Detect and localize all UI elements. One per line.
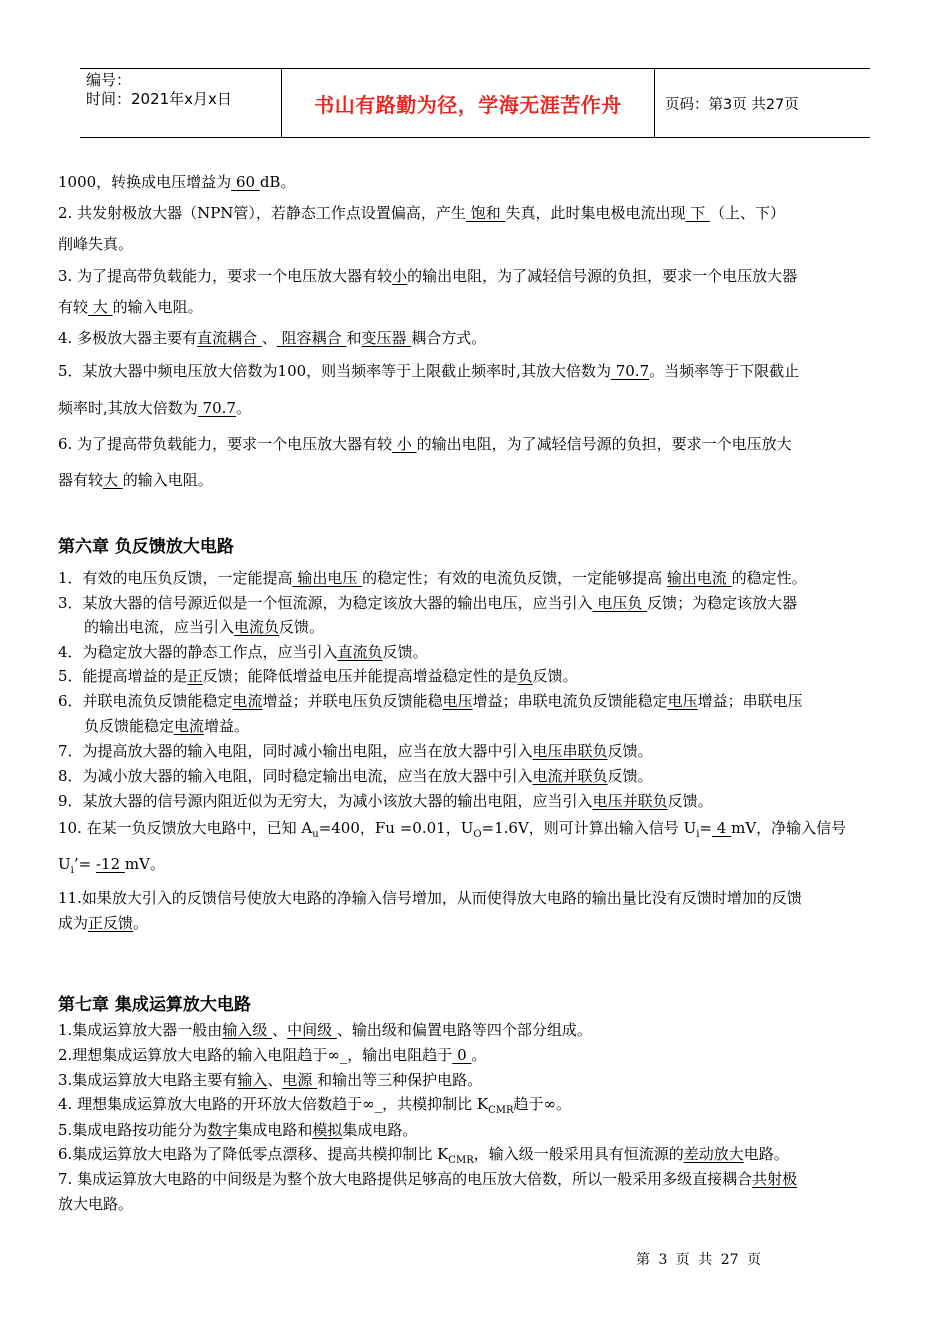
answer: 小: [392, 267, 408, 285]
answer: 输入级: [222, 1021, 273, 1039]
answer: 直流负: [337, 643, 383, 661]
answer: 大: [103, 471, 123, 489]
answer: 电压负: [592, 594, 648, 612]
intro-line-5: 5．某放大器中频电压放大倍数为100，则当频率等于上限截止频率时,其放大倍数为 70.7。当频率等于下限截止: [58, 362, 800, 380]
answer: 0: [452, 1046, 472, 1064]
answer: 60: [231, 173, 260, 191]
ch6-line-3b: 的输出电流，应当引入电流负反馈。: [84, 618, 325, 636]
answer: 饱和: [465, 204, 506, 222]
time-label: 时间：2021年x月x日: [86, 90, 232, 108]
ch6-line-7: 7．为提高放大器的输入电阻，同时减小输出电阻，应当在放大器中引入电压串联负反馈。: [58, 742, 653, 760]
answer: 输出电流: [666, 569, 732, 587]
answer: 正: [187, 667, 203, 685]
ch7-line-5: 5.集成电路按功能分为数字集成电路和模拟集成电路。: [58, 1121, 418, 1139]
intro-line-1: 1000，转换成电压增益为 60 dB。: [58, 173, 296, 191]
motto: 书山有路勤为径，学海无涯苦作舟: [314, 92, 622, 117]
answer: 电压并联负: [592, 792, 668, 810]
answer: 电流负: [234, 618, 280, 636]
answer: 电流并联负: [532, 767, 608, 785]
ch7-line-3: 3.集成运算放大电路主要有输入、电源 和输出等三种保护电路。: [58, 1071, 483, 1089]
answer: 小: [392, 435, 417, 453]
answer: 变压器: [361, 329, 412, 347]
chapter-7-title: 第七章 集成运算放大电路: [58, 995, 251, 1015]
intro-line-3b: 有较 大 的输入电阻。: [58, 298, 203, 316]
answer: 电源: [282, 1071, 318, 1089]
answer: 电压: [442, 692, 473, 710]
ch7-line-1: 1.集成运算放大器一般由输入级 、中间级 、输出级和偏置电路等四个部分组成。: [58, 1021, 592, 1039]
intro-line-5b: 频率时,其放大倍数为 70.7。: [58, 399, 251, 417]
ch6-line-10b: $U_i’= -12$ mV。: [58, 855, 165, 876]
number-label: 编号：: [86, 71, 132, 89]
answer: 共射极: [752, 1170, 798, 1188]
ch7-line-7: 7. 集成运算放大电路的中间级是为整个放大电路提供足够高的电压放大倍数，所以一般采用多级直接耦合共射极: [58, 1170, 798, 1188]
ch6-line-10: 10. 在某一负反馈放大电路中，已知 $A_u=400$，Fu =0.01，$U_O=1.6V$，则可计算出输入信号 $U_i= 4$ mV，净输入信号: [58, 819, 847, 840]
ch6-line-6: 6．并联电流负反馈能稳定电流增益；并联电压负反馈能稳电压增益；串联电流负反馈能稳定电压增益；串联电压: [58, 692, 803, 710]
answer: 70.7: [197, 399, 236, 417]
intro-line-4: 4. 多极放大器主要有直流耦合 、 阻容耦合 和变压器 耦合方式。: [58, 329, 487, 347]
chapter-6-title: 第六章 负反馈放大电路: [58, 537, 234, 557]
ch6-line-11b: 成为正反馈。: [58, 914, 149, 932]
ch6-line-8: 8．为减小放大器的输入电阻，同时稳定输出电流，应当在放大器中引入电流并联负反馈。: [58, 767, 653, 785]
answer: 电流: [174, 717, 205, 735]
answer: 4: [712, 819, 732, 837]
ch6-line-5: 5．能提高增益的是正反馈；能降低增益电压并能提高增益稳定性的是负反馈。: [58, 667, 578, 685]
ch7-line-7b: 放大电路。: [58, 1195, 134, 1213]
ch6-line-6b: 负反馈能稳定电流增益。: [84, 717, 250, 735]
page-footer: 第 3 页 共 27 页: [636, 1252, 761, 1268]
ch7-line-6: 6.集成运算放大电路为了降低零点漂移、提高共模抑制比 $K_{CMR}$，输入级一般采用具有恒流源的差动放大电路。: [58, 1145, 789, 1166]
ch6-line-11: 11.如果放大引入的反馈信号使放大电路的净输入信号增加，从而使得放大电路的输出量比没有反馈时增加的反馈: [58, 889, 802, 907]
ch6-line-9: 9．某放大器的信号源内阻近似为无穷大，为减小该放大器的输出电阻，应当引入电压并联负反馈。: [58, 792, 713, 810]
answer: 正反馈: [88, 914, 134, 932]
answer: 差动放大: [683, 1145, 744, 1163]
intro-line-2b: 削峰失真。: [58, 235, 134, 253]
intro-line-2: 2. 共发射极放大器（NPN管），若静态工作点设置偏高，产生 饱和 失真，此时集电极电流出现 下 （上、下）: [58, 204, 786, 222]
intro-line-3: 3. 为了提高带负载能力，要求一个电压放大器有较小的输出电阻，为了减轻信号源的负担，要求一个电压放大器: [58, 267, 798, 285]
answer: 输出电压: [292, 569, 363, 587]
ch6-line-1: 1．有效的电压负反馈，一定能提高 输出电压 的稳定性；有效的电流负反馈，一定能够提高 输出电流 的稳定性。: [58, 569, 807, 587]
answer: 负: [517, 667, 533, 685]
answer: 模拟: [312, 1121, 343, 1139]
answer: 70.7: [610, 362, 650, 380]
ch6-line-3: 3．某放大器的信号源近似是一个恒流源，为稳定该放大器的输出电压，应当引入 电压负 反馈；为稳定该放大器: [58, 594, 798, 612]
answer: 直流耦合: [197, 329, 262, 347]
answer: -12: [95, 855, 125, 873]
answer: 中间级: [287, 1021, 337, 1039]
answer: 输入: [237, 1071, 268, 1089]
page-info: 页码：第3页 共27页: [665, 96, 799, 113]
intro-line-6: 6. 为了提高带负载能力，要求一个电压放大器有较 小 的输出电阻，为了减轻信号源的负担，要求一个电压放大: [58, 435, 792, 453]
answer: 阻容耦合: [276, 329, 347, 347]
page-header: [80, 68, 870, 138]
header-meta: [80, 69, 282, 137]
ch6-line-4: 4．为稳定放大器的静态工作点，应当引入直流负反馈。: [58, 643, 428, 661]
answer: 电压: [667, 692, 698, 710]
answer: 电流: [232, 692, 263, 710]
answer: 数字: [207, 1121, 238, 1139]
ch7-line-4: 4. 理想集成运算放大电路的开环放大倍数趋于∞_，共模抑制比 $K_{CMR}$趋于∞。: [58, 1095, 571, 1116]
answer: 大: [88, 298, 113, 316]
answer: 下: [685, 204, 711, 222]
ch7-line-2: 2.理想集成运算放大电路的输入电阻趋于∞_，输出电阻趋于 0 。: [58, 1046, 487, 1064]
intro-line-6b: 器有较大 的输入电阻。: [58, 471, 213, 489]
answer: 电压串联负: [532, 742, 608, 760]
header-motto-cell: [282, 69, 655, 137]
